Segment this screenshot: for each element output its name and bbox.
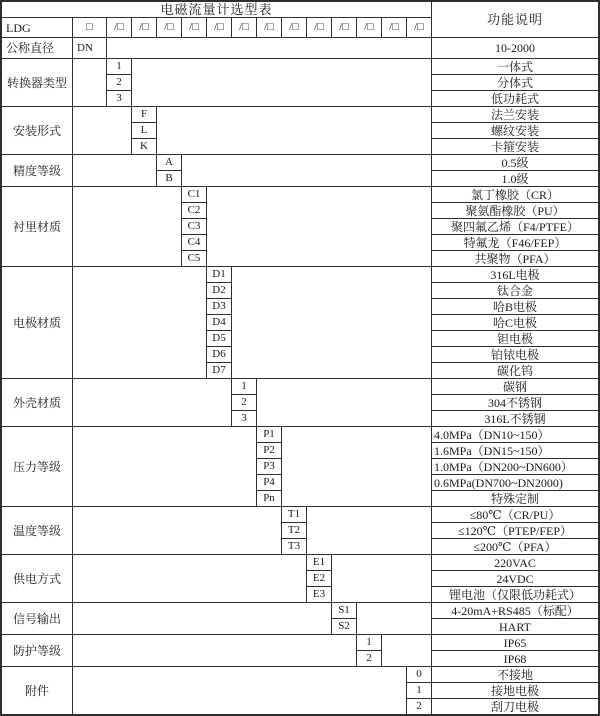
model-code-slot-12: /□ [382, 18, 406, 37]
empty-cell [182, 155, 431, 186]
desc-temp-T3: ≤200℃（PFA） [432, 539, 598, 554]
category-electrode: 电极材质 [2, 267, 72, 378]
code-power-E1: E1 [307, 555, 331, 570]
code-accuracy-B: B [157, 171, 181, 186]
empty-cell [73, 635, 356, 666]
desc-protection-2: IP68 [432, 651, 598, 666]
desc-lining-C4: 特氟龙（F46/FEP） [432, 235, 598, 250]
category-temperature: 温度等级 [2, 507, 72, 554]
empty-cell [73, 555, 306, 602]
desc-temp-T2: ≤120℃（PTEP/FEP） [432, 523, 598, 538]
desc-pressure-P1: 4.0MPa（DN10~150） [432, 427, 598, 442]
code-electrode-D4: D4 [207, 315, 231, 330]
category-installation: 安装形式 [2, 107, 72, 154]
desc-accessory-1: 接地电极 [432, 683, 598, 698]
desc-converter-3: 低功耗式 [432, 91, 598, 106]
code-pressure-P3: P3 [257, 459, 281, 474]
code-pressure-P2: P2 [257, 443, 281, 458]
empty-cell [73, 267, 206, 378]
desc-accessory-0: 不接地 [432, 667, 598, 682]
code-install-F: F [132, 107, 156, 122]
code-electrode-D6: D6 [207, 347, 231, 362]
model-prefix-cell: LDG [2, 18, 72, 37]
empty-cell [73, 507, 281, 554]
desc-temp-T1: ≤80℃（CR/PU） [432, 507, 598, 522]
desc-electrode-D2: 钛合金 [432, 283, 598, 298]
empty-cell [73, 603, 331, 634]
code-protection-2: 2 [357, 651, 381, 666]
empty-cell [73, 155, 156, 186]
desc-power-E2: 24VDC [432, 571, 598, 586]
code-electrode-D1: D1 [207, 267, 231, 282]
desc-lining-C3: 聚四氟乙烯（F4/PTFE） [432, 219, 598, 234]
desc-pressure-P4: 0.6MPa(DN700~DN2000) [432, 475, 598, 490]
desc-converter-1: 一体式 [432, 59, 598, 74]
code-converter-1: 1 [107, 59, 131, 74]
code-accessory-2: 2 [407, 699, 431, 714]
code-pressure-P1: P1 [257, 427, 281, 442]
category-accessories: 附件 [2, 667, 72, 714]
code-housing-3: 3 [232, 411, 256, 426]
model-code-slot-3: /□ [157, 18, 181, 37]
empty-cell [382, 635, 431, 666]
code-accuracy-A: A [157, 155, 181, 170]
empty-cell [157, 107, 431, 154]
desc-lining-C5: 共聚物（PFA） [432, 251, 598, 266]
code-electrode-D2: D2 [207, 283, 231, 298]
code-lining-C1: C1 [182, 187, 206, 202]
code-electrode-D5: D5 [207, 331, 231, 346]
code-protection-1: 1 [357, 635, 381, 650]
desc-accessory-2: 刮刀电极 [432, 699, 598, 714]
code-lining-C2: C2 [182, 203, 206, 218]
diameter-desc-cell: 10-2000 [432, 38, 598, 58]
code-temp-T2: T2 [282, 523, 306, 538]
code-signal-S1: S1 [332, 603, 356, 618]
code-power-E2: E2 [307, 571, 331, 586]
code-power-E3: E3 [307, 587, 331, 602]
code-accessory-0: 0 [407, 667, 431, 682]
desc-signal-S1: 4-20mA+RS485（标配） [432, 603, 598, 618]
empty-cell [73, 107, 131, 154]
empty-cell [73, 667, 406, 714]
desc-converter-2: 分体式 [432, 75, 598, 90]
desc-install-K: 卡箍安装 [432, 139, 598, 154]
model-code-slot-10: /□ [332, 18, 356, 37]
empty-cell [357, 603, 431, 634]
empty-cell [282, 427, 431, 506]
model-box-slot: □ [73, 18, 106, 37]
model-code-slot-5: /□ [207, 18, 231, 37]
desc-accuracy-A: 0.5级 [432, 155, 598, 170]
model-code-slot-2: /□ [132, 18, 156, 37]
code-install-L: L [132, 123, 156, 138]
desc-housing-2: 304不锈钢 [432, 395, 598, 410]
code-lining-C5: C5 [182, 251, 206, 266]
desc-power-E1: 220VAC [432, 555, 598, 570]
category-lining: 衬里材质 [2, 187, 72, 266]
category-signal: 信号输出 [2, 603, 72, 634]
category-power: 供电方式 [2, 555, 72, 602]
code-converter-3: 3 [107, 91, 131, 106]
function-desc-header: 功能说明 [432, 2, 598, 37]
category-housing: 外壳材质 [2, 379, 72, 426]
category-accuracy: 精度等级 [2, 155, 72, 186]
empty-cell [232, 267, 431, 378]
code-temp-T1: T1 [282, 507, 306, 522]
code-electrode-D3: D3 [207, 299, 231, 314]
model-code-slot-1: /□ [107, 18, 131, 37]
code-signal-S2: S2 [332, 619, 356, 634]
category-diameter: 公称直径 [2, 38, 72, 58]
code-housing-2: 2 [232, 395, 256, 410]
desc-electrode-D6: 铂铱电极 [432, 347, 598, 362]
desc-housing-3: 316L不锈钢 [432, 411, 598, 426]
desc-electrode-D7: 碳化钨 [432, 363, 598, 378]
desc-pressure-Pn: 特殊定制 [432, 491, 598, 506]
code-install-K: K [132, 139, 156, 154]
desc-signal-S2: HART [432, 619, 598, 634]
empty-cell [107, 38, 431, 58]
category-converter-type: 转换器类型 [2, 59, 72, 106]
code-temp-T3: T3 [282, 539, 306, 554]
table-title: 电磁流量计选型表 [2, 2, 431, 17]
code-pressure-P4: P4 [257, 475, 281, 490]
code-lining-C4: C4 [182, 235, 206, 250]
empty-cell [307, 507, 431, 554]
code-electrode-D7: D7 [207, 363, 231, 378]
code-accessory-1: 1 [407, 683, 431, 698]
model-code-slot-13: /□ [407, 18, 431, 37]
category-protection: 防护等级 [2, 635, 72, 666]
model-code-slot-9: /□ [307, 18, 331, 37]
model-code-slot-4: /□ [182, 18, 206, 37]
empty-cell [207, 187, 431, 266]
empty-cell [73, 379, 231, 426]
model-code-slot-8: /□ [282, 18, 306, 37]
category-pressure: 压力等级 [2, 427, 72, 506]
desc-housing-1: 碳钢 [432, 379, 598, 394]
empty-cell [332, 555, 431, 602]
code-pressure-Pn: Pn [257, 491, 281, 506]
code-housing-1: 1 [232, 379, 256, 394]
empty-cell [257, 379, 431, 426]
code-converter-2: 2 [107, 75, 131, 90]
desc-accuracy-B: 1.0级 [432, 171, 598, 186]
diameter-code-cell: DN [73, 38, 106, 58]
desc-pressure-P2: 1.6MPa（DN15~150） [432, 443, 598, 458]
model-code-slot-6: /□ [232, 18, 256, 37]
model-code-slot-7: /□ [257, 18, 281, 37]
desc-pressure-P3: 1.0MPa（DN200~DN600） [432, 459, 598, 474]
empty-cell [132, 59, 431, 106]
desc-protection-1: IP65 [432, 635, 598, 650]
desc-electrode-D4: 哈C电极 [432, 315, 598, 330]
empty-cell [73, 187, 181, 266]
desc-install-L: 螺纹安装 [432, 123, 598, 138]
desc-lining-C2: 聚氨酯橡胶（PU） [432, 203, 598, 218]
desc-install-F: 法兰安装 [432, 107, 598, 122]
desc-lining-C1: 氯丁橡胶（CR） [432, 187, 598, 202]
desc-electrode-D3: 哈B电极 [432, 299, 598, 314]
desc-electrode-D5: 钽电极 [432, 331, 598, 346]
model-code-slot-11: /□ [357, 18, 381, 37]
empty-cell [73, 59, 106, 106]
empty-cell [73, 427, 256, 506]
desc-power-E3: 锂电池（仅限低功耗式） [432, 587, 598, 602]
desc-electrode-D1: 316L电极 [432, 267, 598, 282]
code-lining-C3: C3 [182, 219, 206, 234]
